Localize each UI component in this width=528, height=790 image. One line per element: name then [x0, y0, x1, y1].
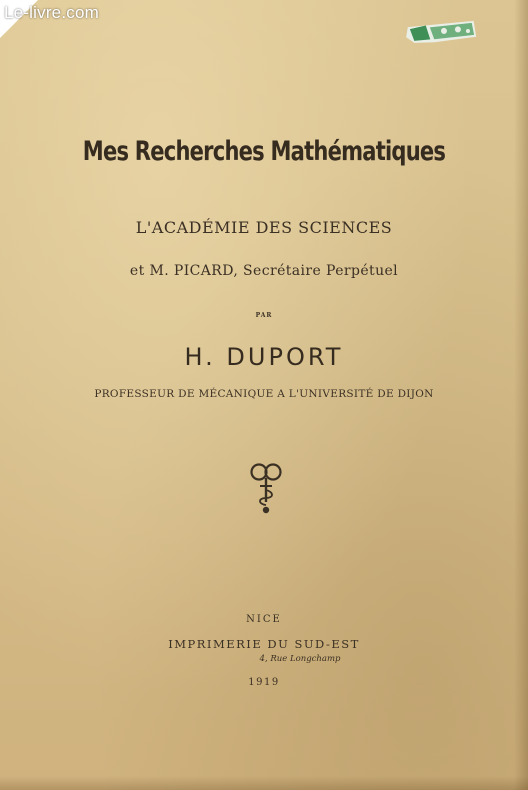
imprint-city: NICE [246, 614, 282, 625]
by-label: PAR [255, 312, 273, 319]
book-title: Mes Recherches Mathématiques [82, 136, 446, 167]
subtitle-line-1: L'ACADÉMIE DES SCIENCES [135, 218, 393, 237]
imprint-address: 4, Rue Longchamp [259, 654, 341, 664]
green-sticker-icon [404, 19, 479, 46]
imprint-printer: IMPRIMERIE DU SUD-EST [168, 637, 360, 651]
author-affiliation: PROFESSEUR DE MÉCANIQUE A L'UNIVERSITÉ DE DIJON [94, 388, 434, 400]
watermark: Le-livre.com [4, 3, 99, 22]
imprint-year: 1919 [248, 677, 280, 688]
printer-mark-icon [248, 460, 284, 516]
bottom-edge-shadow [0, 776, 528, 790]
subtitle-line-2: et M. PICARD, Secrétaire Perpétuel [129, 263, 399, 279]
author-name: H. DUPORT [184, 343, 344, 371]
